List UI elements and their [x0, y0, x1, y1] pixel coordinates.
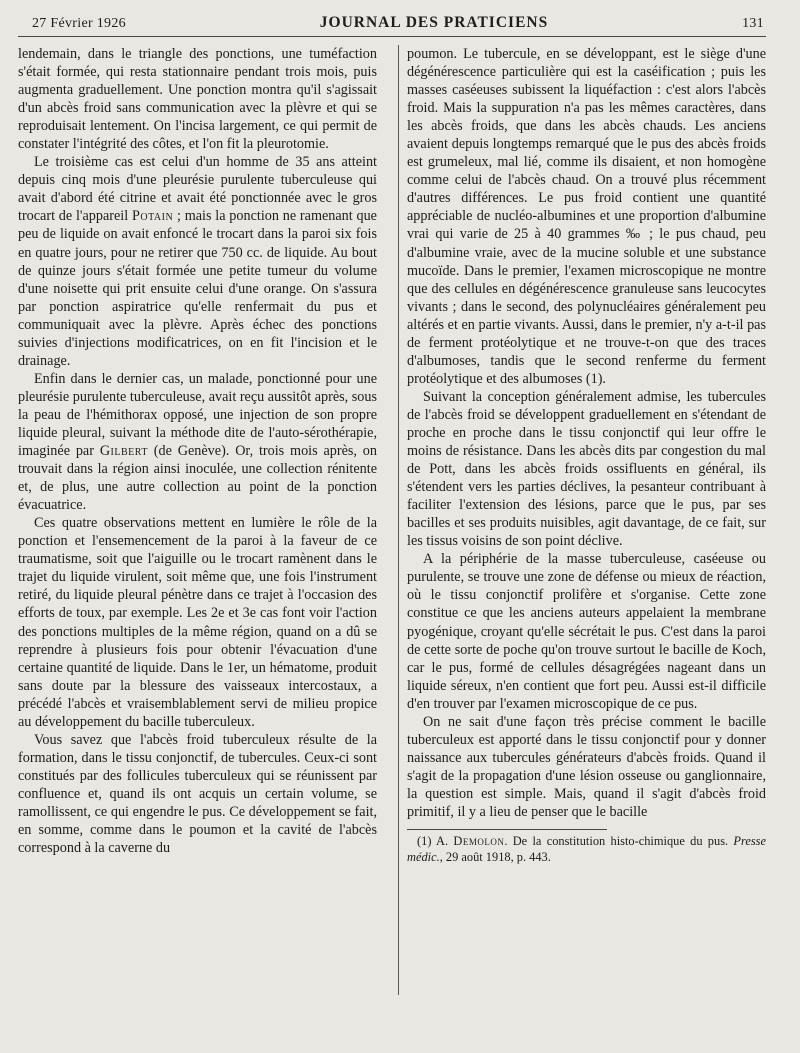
footnote-author: Demolon: [453, 834, 505, 849]
text-columns: [18, 45, 766, 865]
left-column: [18, 45, 377, 865]
paragraph: Le troisième cas est celui d'un homme de 35 ans atteint depuis cinq mois d'une pleurésie purulente tuberculeuse qui avait d'abord été citrine et avait été ponctionnée avec le gros trocart de l'appareil Potain ; mais la ponction ne ramenant que peu de liquide on avait enfoncé le trocart dans la paroi six fois en quatre jours, pour ne retirer que 750 cc. de liquide. Au bout de quinze jours s'était formée une petite tumeur du volume d'une noisette qui prit ensuite celui d'une orange. On s'assura par ponction aspiratrice qu'elle renfermait du pus et communiquait avec la plèvre. Après échec des ponctions suivies d'injections modificatrices, on en fit l'incision et le drainage.: [18, 154, 377, 369]
paragraph: Suivant la conception généralement admise, les tubercules de l'abcès froid se développent graduellement en s'étendant de proche en proche dans le tissu conjonctif qui leur offre le moins de résistance. Dans les abcès dits par congestion du mal de Pott, dans les abcès froids ossifluents en général, ils s'étendent vers les parties déclives, la pesanteur contribuant à faciliter l'extension des lésions, parce que le pus, par ses bacilles et ses produits nuisibles, agit davantage, de ce fait, sur les tissus voisins de son point déclive.: [407, 388, 766, 550]
paragraph: Enfin dans le dernier cas, un malade, ponctionné pour une pleurésie purulente tuberculeuse, avait reçu aussitôt après, sous la peau de l'hémithorax opposé, une injection de son propre liquide pleural, suivant la méthode dite de l'auto-sérothérapie, imaginée par Gilbert (de Genève). Or, trois mois après, on trouvait dans la région ainsi inoculée, une collection rénitente et, de plus, une autre collection au point de la ponction évacuatrice.: [18, 370, 377, 514]
paragraph: lendemain, dans le triangle des ponctions, une tuméfaction s'était formée, qui resta stationnaire pendant trois mois, puis augmenta graduellement. Une ponction montra qu'il s'agissait d'un abcès froid sans communication avec la plèvre et qui se reproduisait lentement. On l'incisa largement, ce qui permit de constater l'intégrité des côtes, et l'on fit la pleurotomie.: [18, 46, 377, 153]
paragraph: Ces quatre observations mettent en lumière le rôle de la ponction et l'ensemencement de la paroi à la faveur de ce traumatisme, soit que l'aiguille ou le trocart ramènent dans le trajet du liquide virulent, soit même que, une fois l'instrument retiré, du liquide pleural pénètre dans ce trajet à l'occasion des efforts de toux, par exemple. Les 2e et 3e cas font voir l'action des ponctions multiples de la même région, quand on a dû se reprendre à plusieurs fois pour obtenir l'évacuation d'une certaine quantité de liquide. Dans le 1er, un hématome, produit sans doute par la blessure des vaisseaux intercostaux, a précédé l'abcès et vraisemblablement servi de milieu propice au développement du bacille tuberculeux.: [18, 515, 377, 730]
paragraph: Vous savez que l'abcès froid tuberculeux résulte de la formation, dans le tissu conjonctif, de tubercules. Ceux-ci sont constitués par des follicules tuberculeux qui se réunissent par confluence et, quand ils ont acquis un certain volume, se ramollissent, ce qui engendre le pus. Ce développement se fait, en somme, comme dans le poumon et la cavité de l'abcès correspond à la caverne du: [18, 731, 377, 857]
paragraph: On ne sait d'une façon très précise comment le bacille tuberculeux est apporté dans le tissu conjonctif pour y donner naissance aux tubercules générateurs d'abcès froids. Quand il s'agit de la propagation d'une lésion osseuse ou ganglionnaire, la question est simple. Mais, quand il s'agit d'abcès froid primitif, il y a lieu de penser que le bacille: [407, 713, 766, 820]
footnote: (1) A. Demolon. De la constitution histo-chimique du pus. Presse médic., 29 août 1918, p. 443.: [407, 834, 766, 864]
right-column: [407, 45, 766, 865]
author-name: Gilbert: [99, 443, 148, 460]
running-header: [18, 14, 766, 37]
journal-title: JOURNAL DES PRATICIENS: [319, 14, 549, 31]
page-number: 131: [742, 16, 764, 31]
author-name: Potain: [131, 208, 174, 225]
header-date: 27 Février 1926: [32, 16, 126, 31]
paragraph: poumon. Le tubercule, en se développant, est le siège d'une dégénérescence particulière qui est la caséification ; puis les masses caséeuses subissent la liquéfaction : c'est alors l'abcès froid. Mais la suppuration n'a pas les mêmes caractères, dans les abcès froids, que dans les abcès chauds. Les anciens avaient depuis longtemps remarqué que le pus des abcès froids est grumeleux, mal lié, comme ils disaient, et non homogène comme celui de l'abcès chaud. On a trouvé plus récemment d'autres différences. Le pus froid contient une quantité appréciable de nucléo-albumines et une proportion d'albumine vrai qui varie de 25 à 40 grammes ‰ ; le pus chaud, peu d'albumine vraie, avec de la mucine soluble et une substance mucoïde. Dans le premier, l'examen microscopique ne montre que des cellules en dégénérescence granuleuse sans leucocytes vivants ; dans le second, des polynucléaires généralement peu altérés et en partie vivants. Aussi, dans le premier, n'y a-t-il pas de ferment protéolytique et ne trouve-t-on que des traces d'albumoses, tandis que le second renferme du ferment protéolytique et des albumoses (1).: [407, 46, 766, 387]
paragraph: A la périphérie de la masse tuberculeuse, caséeuse ou purulente, se trouve une zone de défense ou mieux de réaction, où le tissu conjonctif prolifère et s'organise. Cette zone constitue ce que les anciens auteurs appelaient la membrane pyogénique, croyant qu'elle sécrétait le pus. C'est dans la paroi de cette sorte de poche qu'on trouve surtout le bacille de Koch, car le pus, formé de cellules désagrégées nageant dans un liquide séreux, n'en contient que fort peu. Aussi est-il difficile d'en trouver par l'examen microscopique de ce pus.: [407, 551, 766, 712]
column-divider: [398, 45, 399, 995]
footnote-rule: [407, 829, 607, 830]
footnote-journal: Presse médic.: [407, 834, 766, 864]
